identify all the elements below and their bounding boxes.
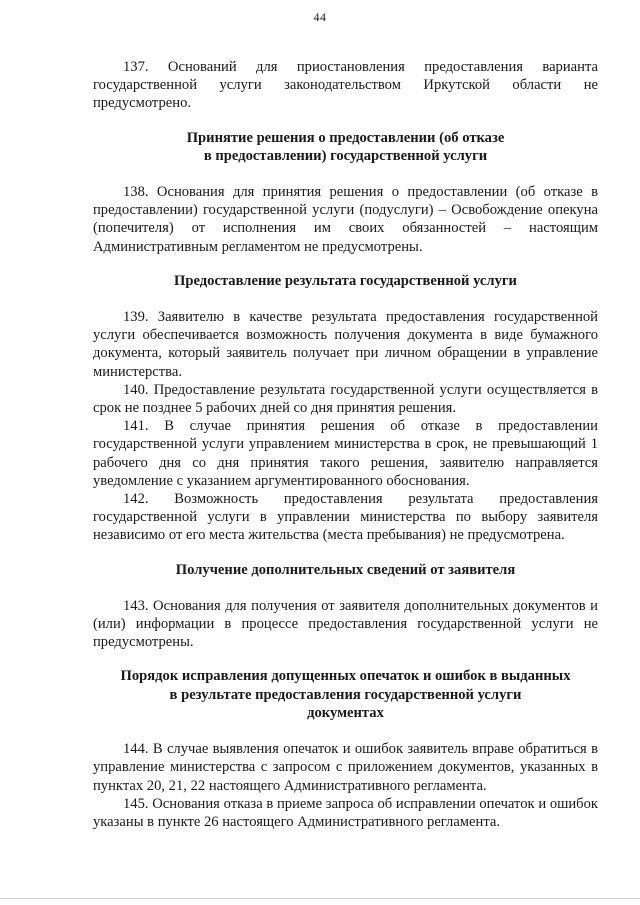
paragraph: 141. В случае принятия решения об отказе в предоставлении государственной услуги управлением министерства в срок, не превышающий 1 рабочего дня со дня принятия такого решения, заявителю направляется уведомление с указанием аргументированного обоснования. [93, 418, 598, 489]
heading-line: Предоставление результата государственной услуги [174, 272, 517, 289]
heading-line: Порядок исправления допущенных опечаток и ошибок в выданных [120, 668, 571, 685]
section-heading [93, 272, 598, 290]
paragraph: 139. Заявителю в качестве результата предоставления государственной услуги обеспечивается возможность получения документа в виде бумажного документа, который заявитель получает при личном обращении в управление министерства. [93, 309, 598, 380]
heading-line: документах [307, 704, 384, 721]
scan-edge-line [0, 898, 640, 899]
paragraph: 138. Основания для принятия решения о предоставлении (об отказе в предоставлении) государственной услуги (подуслуги) – Освобождение опекуна (попечителя) от исполнения им своих обязанностей – настоящим Административным регламентом не предусмотрены. [93, 184, 598, 255]
paragraph: 142. Возможность предоставления результата предоставления государственной услуги в управлении министерства по выбору заявителя независимо от его места жительства (места пребывания) не предусмотрена. [93, 491, 598, 544]
document-body [93, 58, 598, 831]
section-heading [93, 667, 598, 722]
heading-line: Получение дополнительных сведений от заявителя [175, 561, 516, 578]
heading-line: в результате предоставления государственной услуги [169, 686, 522, 703]
section-heading [93, 561, 598, 579]
heading-line: Принятие решения о предоставлении (об отказе [186, 129, 505, 146]
section-heading [93, 129, 598, 165]
paragraph: 144. В случае выявления опечаток и ошибок заявитель вправе обратиться в управление министерства с запросом с приложением документов, указанных в пунктах 20, 21, 22 настоящего Административного регламента. [93, 741, 598, 794]
paragraph: 145. Основания отказа в приеме запроса об исправлении опечаток и ошибок указаны в пункте 26 настоящего Административного регламента. [93, 795, 598, 830]
paragraph: 137. Оснований для приостановления предоставления варианта государственной услуги законодательством Иркутской области не предусмотрено. [93, 59, 598, 112]
heading-line: в предоставлении) государственной услуги [203, 147, 488, 164]
page-number: 44 [313, 10, 327, 24]
paragraph: 143. Основания для получения от заявителя дополнительных документов и (или) информации в процессе предоставления государственной услуги не предусмотрены. [93, 597, 598, 651]
paragraph: 140. Предоставление результата государственной услуги осуществляется в срок не позднее 5 рабочих дней со дня принятия решения. [93, 381, 598, 417]
